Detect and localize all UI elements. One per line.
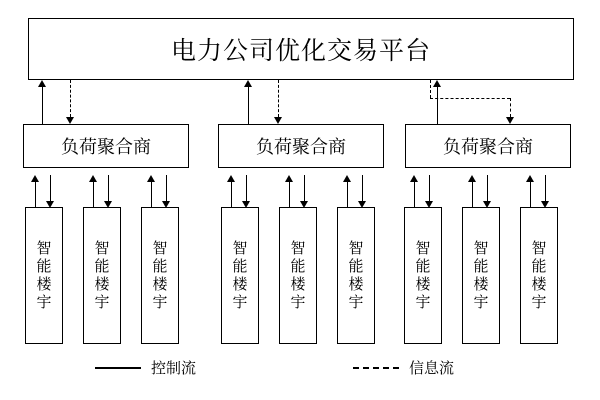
aggregator-label-1: 负荷聚合商 [61, 137, 151, 157]
building-label-9: 智能楼宇 [531, 239, 547, 311]
legend-info-flow [353, 357, 454, 378]
control-arrow-platform-agg3 [433, 80, 441, 87]
info-line-platform-agg2 [278, 80, 279, 117]
solid-line-icon [95, 367, 141, 369]
aggregator-label-3: 负荷聚合商 [443, 137, 533, 157]
control-line-agg2-b1 [231, 181, 232, 207]
building-label-2: 智能楼宇 [94, 239, 110, 311]
aggregator-label-2: 负荷聚合商 [256, 137, 346, 157]
control-arrow-agg3-b2 [468, 175, 476, 182]
control-line-agg2-b2 [289, 181, 290, 207]
building-box-3 [141, 207, 179, 344]
control-line-platform-agg3 [437, 87, 438, 124]
aggregator-box-2 [218, 124, 384, 168]
platform-label: 电力公司优化交易平台 [170, 37, 431, 65]
info-line-agg1-b1 [50, 175, 51, 201]
info-line-platform-agg3-upper [430, 80, 431, 98]
platform-box [28, 18, 574, 80]
info-arrow-platform-agg1 [66, 117, 74, 124]
info-line-agg1-b2 [108, 175, 109, 201]
legend-label-info-flow: 信息流 [409, 360, 455, 377]
control-arrow-agg1-b1 [31, 175, 39, 182]
control-arrow-agg1-b2 [89, 175, 97, 182]
control-arrow-platform-agg1 [38, 80, 46, 87]
control-arrow-agg3-b3 [526, 175, 534, 182]
control-line-agg2-b3 [347, 181, 348, 207]
info-arrow-platform-agg3 [506, 117, 514, 124]
info-line-agg2-b2 [304, 175, 305, 201]
building-label-7: 智能楼宇 [415, 239, 431, 311]
control-line-platform-agg2 [248, 87, 249, 124]
info-line-agg3-b2 [487, 175, 488, 201]
info-line-platform-agg3-bend [430, 98, 510, 99]
building-box-1 [25, 207, 63, 344]
control-line-agg1-b3 [151, 181, 152, 207]
control-arrow-platform-agg2 [244, 80, 252, 87]
building-box-8 [462, 207, 500, 344]
legend-label-control-flow: 控制流 [151, 360, 197, 377]
info-line-agg3-b3 [545, 175, 546, 201]
building-box-5 [279, 207, 317, 344]
info-line-agg2-b3 [362, 175, 363, 201]
legend-control-flow [95, 357, 196, 378]
info-arrow-platform-agg2 [274, 117, 282, 124]
building-label-4: 智能楼宇 [232, 239, 248, 311]
building-box-7 [404, 207, 442, 344]
control-arrow-agg1-b3 [147, 175, 155, 182]
building-box-2 [83, 207, 121, 344]
control-arrow-agg3-b1 [410, 175, 418, 182]
building-label-3: 智能楼宇 [152, 239, 168, 311]
building-label-5: 智能楼宇 [290, 239, 306, 311]
building-box-9 [520, 207, 558, 344]
info-line-agg1-b3 [166, 175, 167, 201]
info-line-agg2-b1 [246, 175, 247, 201]
control-line-agg3-b3 [530, 181, 531, 207]
control-arrow-agg2-b3 [343, 175, 351, 182]
building-label-6: 智能楼宇 [348, 239, 364, 311]
info-line-agg3-b1 [429, 175, 430, 201]
control-line-agg1-b2 [93, 181, 94, 207]
control-arrow-agg2-b1 [227, 175, 235, 182]
building-label-1: 智能楼宇 [36, 239, 52, 311]
info-line-platform-agg1 [70, 80, 71, 117]
aggregator-box-3 [405, 124, 571, 168]
building-label-8: 智能楼宇 [473, 239, 489, 311]
control-line-agg3-b2 [472, 181, 473, 207]
control-line-agg1-b1 [35, 181, 36, 207]
control-line-platform-agg1 [42, 87, 43, 124]
info-line-platform-agg3-lower [510, 98, 511, 117]
building-box-6 [337, 207, 375, 344]
control-arrow-agg2-b2 [285, 175, 293, 182]
dashed-line-icon [353, 367, 399, 369]
control-line-agg3-b1 [414, 181, 415, 207]
aggregator-box-1 [23, 124, 189, 168]
building-box-4 [221, 207, 259, 344]
